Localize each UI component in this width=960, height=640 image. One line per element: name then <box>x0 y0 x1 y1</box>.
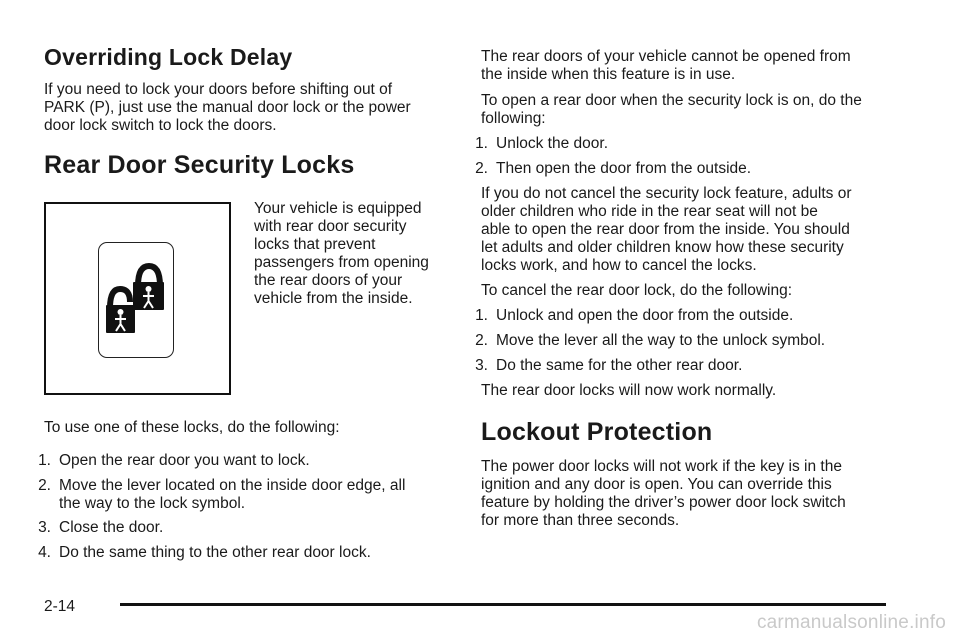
list-item: 3. Close the door. <box>38 519 164 536</box>
footer-rule <box>120 603 886 606</box>
side-text-line-6: vehicle from the inside. <box>254 290 413 307</box>
lock-intro: To use one of these locks, do the following: <box>44 419 340 436</box>
heading-overriding-lock-delay: Overriding Lock Delay <box>44 44 293 70</box>
list-item: 3. Do the same for the other rear door. <box>475 357 743 374</box>
lockout-line-3: feature by holding the driver’s power door lock switch <box>481 494 846 511</box>
right-p1-line-1: The rear doors of your vehicle cannot be opened from <box>481 48 851 65</box>
list-item: 1. Open the rear door you want to lock. <box>38 452 310 469</box>
lockout-line-4: for more than three seconds. <box>481 512 680 529</box>
right-p1-line-2: the inside when this feature is in use. <box>481 66 736 83</box>
right-p4: To cancel the rear door lock, do the following: <box>481 282 793 299</box>
list-item: 2. Then open the door from the outside. <box>475 160 752 177</box>
heading-rear-door-security-locks: Rear Door Security Locks <box>44 151 355 179</box>
list-item: 2. Move the lever all the way to the unlock symbol. <box>475 332 826 349</box>
heading-lockout-protection: Lockout Protection <box>481 418 713 446</box>
overriding-line-3: door lock switch to lock the doors. <box>44 117 277 134</box>
child-lock-icon <box>44 202 231 395</box>
right-p3-line-2: older children who ride in the rear seat will not be <box>481 203 818 220</box>
list-item: 2. Move the lever located on the inside door edge, all <box>38 477 406 494</box>
list-item: 1. Unlock and open the door from the outside. <box>475 307 794 324</box>
list-item: 4. Do the same thing to the other rear door lock. <box>38 544 371 561</box>
side-text-line-1: Your vehicle is equipped <box>254 200 422 217</box>
right-p3-line-5: locks work, and how to cancel the locks. <box>481 257 757 274</box>
overriding-line-1: If you need to lock your doors before shifting out of <box>44 81 393 98</box>
right-p5: The rear door locks will now work normally. <box>481 382 777 399</box>
right-p3-line-4: let adults and older children know how these security <box>481 239 844 256</box>
side-text-line-4: passengers from opening <box>254 254 429 271</box>
lockout-line-2: ignition and any door is open. You can override this <box>481 476 832 493</box>
right-p3-line-1: If you do not cancel the security lock feature, adults or <box>481 185 852 202</box>
overriding-line-2: PARK (P), just use the manual door lock or the power <box>44 99 411 116</box>
child-lock-figure <box>44 202 231 395</box>
right-p3-line-3: able to open the rear door from the inside. You should <box>481 221 850 238</box>
list-item-continuation: the way to the lock symbol. <box>59 495 246 512</box>
side-text-line-5: the rear doors of your <box>254 272 403 289</box>
right-p2-line-2: following: <box>481 110 546 127</box>
lockout-line-1: The power door locks will not work if the key is in the <box>481 458 842 475</box>
list-item: 1. Unlock the door. <box>475 135 609 152</box>
side-text-line-3: locks that prevent <box>254 236 376 253</box>
watermark: carmanualsonline.info <box>756 612 946 633</box>
page-number: 2-14 <box>44 598 76 615</box>
side-text-line-2: with rear door security <box>254 218 407 235</box>
right-p2-line-1: To open a rear door when the security lock is on, do the <box>481 92 862 109</box>
